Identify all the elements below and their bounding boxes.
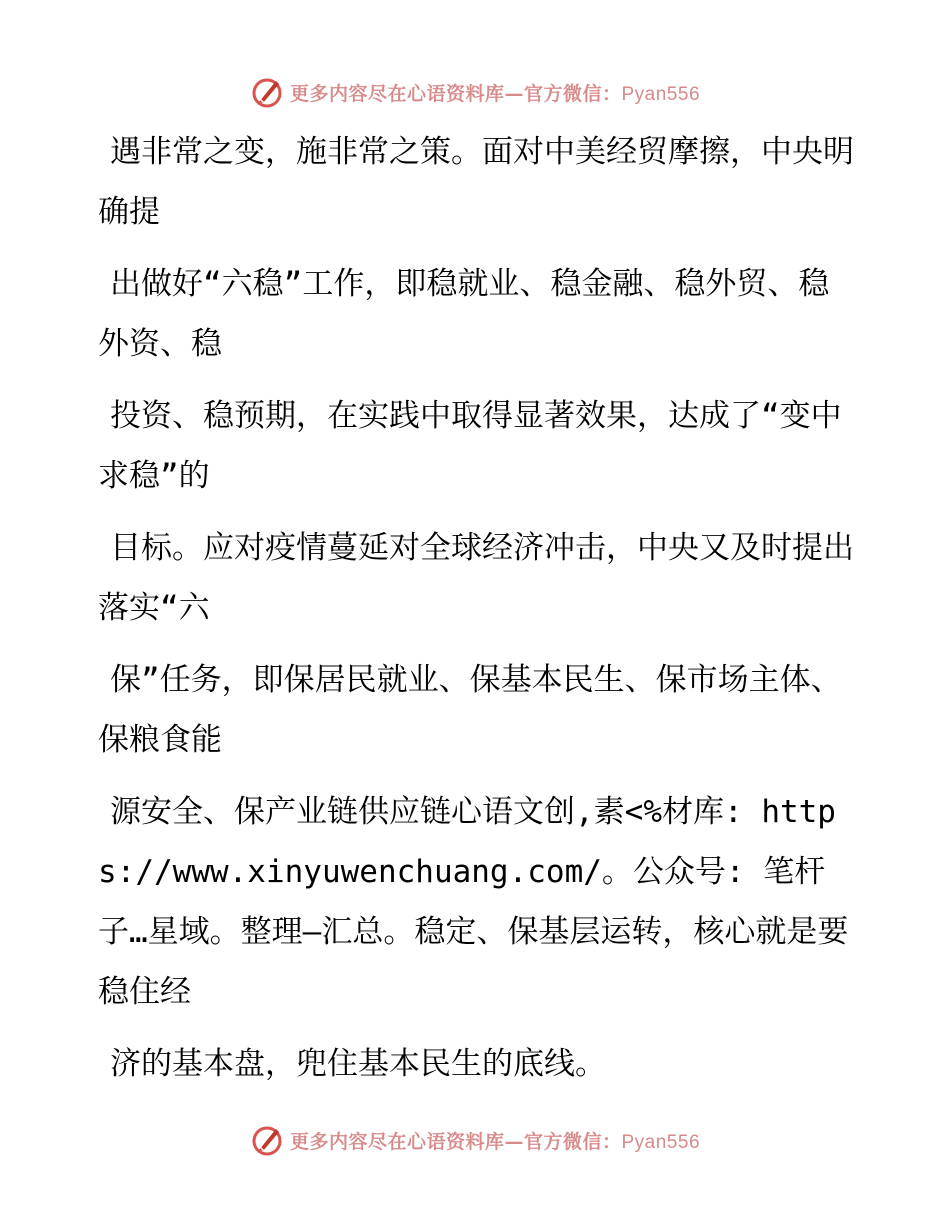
- document-body: [98, 122, 858, 1094]
- paragraph: 目标。应对疫情蔓延对全球经济冲击，中央又及时提出落实“六: [98, 530, 854, 626]
- paragraph: 源安全、保产业链供应链心语文创,素<%材库: https://www.xinyuwenchuang.com/。公众号: 笔杆子…星域。整理—汇总。稳定、保基层运转，核心就是要稳住经: [98, 794, 849, 1010]
- watermark-text: 更多内容尽在心语资料库—官方微信：Pyan556: [289, 82, 701, 105]
- quill-logo-icon: [250, 1123, 284, 1157]
- watermark-text: 更多内容尽在心语资料库—官方微信：Pyan556: [289, 1130, 701, 1153]
- quill-logo-icon: [250, 75, 284, 109]
- paragraph: 保”任务，即保居民就业、保基本民生、保市场主体、保粮食能: [98, 662, 842, 758]
- paragraph: 投资、稳预期，在实践中取得显著效果，达成了“变中求稳”的: [98, 398, 842, 494]
- paragraph: 出做好“六稳”工作，即稳就业、稳金融、稳外贸、稳外资、稳: [98, 266, 830, 362]
- header-watermark: [0, 72, 950, 112]
- footer-watermark: [0, 1120, 950, 1160]
- paragraph: 济的基本盘，兜住基本民生的底线。: [110, 1046, 606, 1082]
- paragraph: 遇非常之变，施非常之策。面对中美经贸摩擦，中央明确提: [98, 134, 854, 230]
